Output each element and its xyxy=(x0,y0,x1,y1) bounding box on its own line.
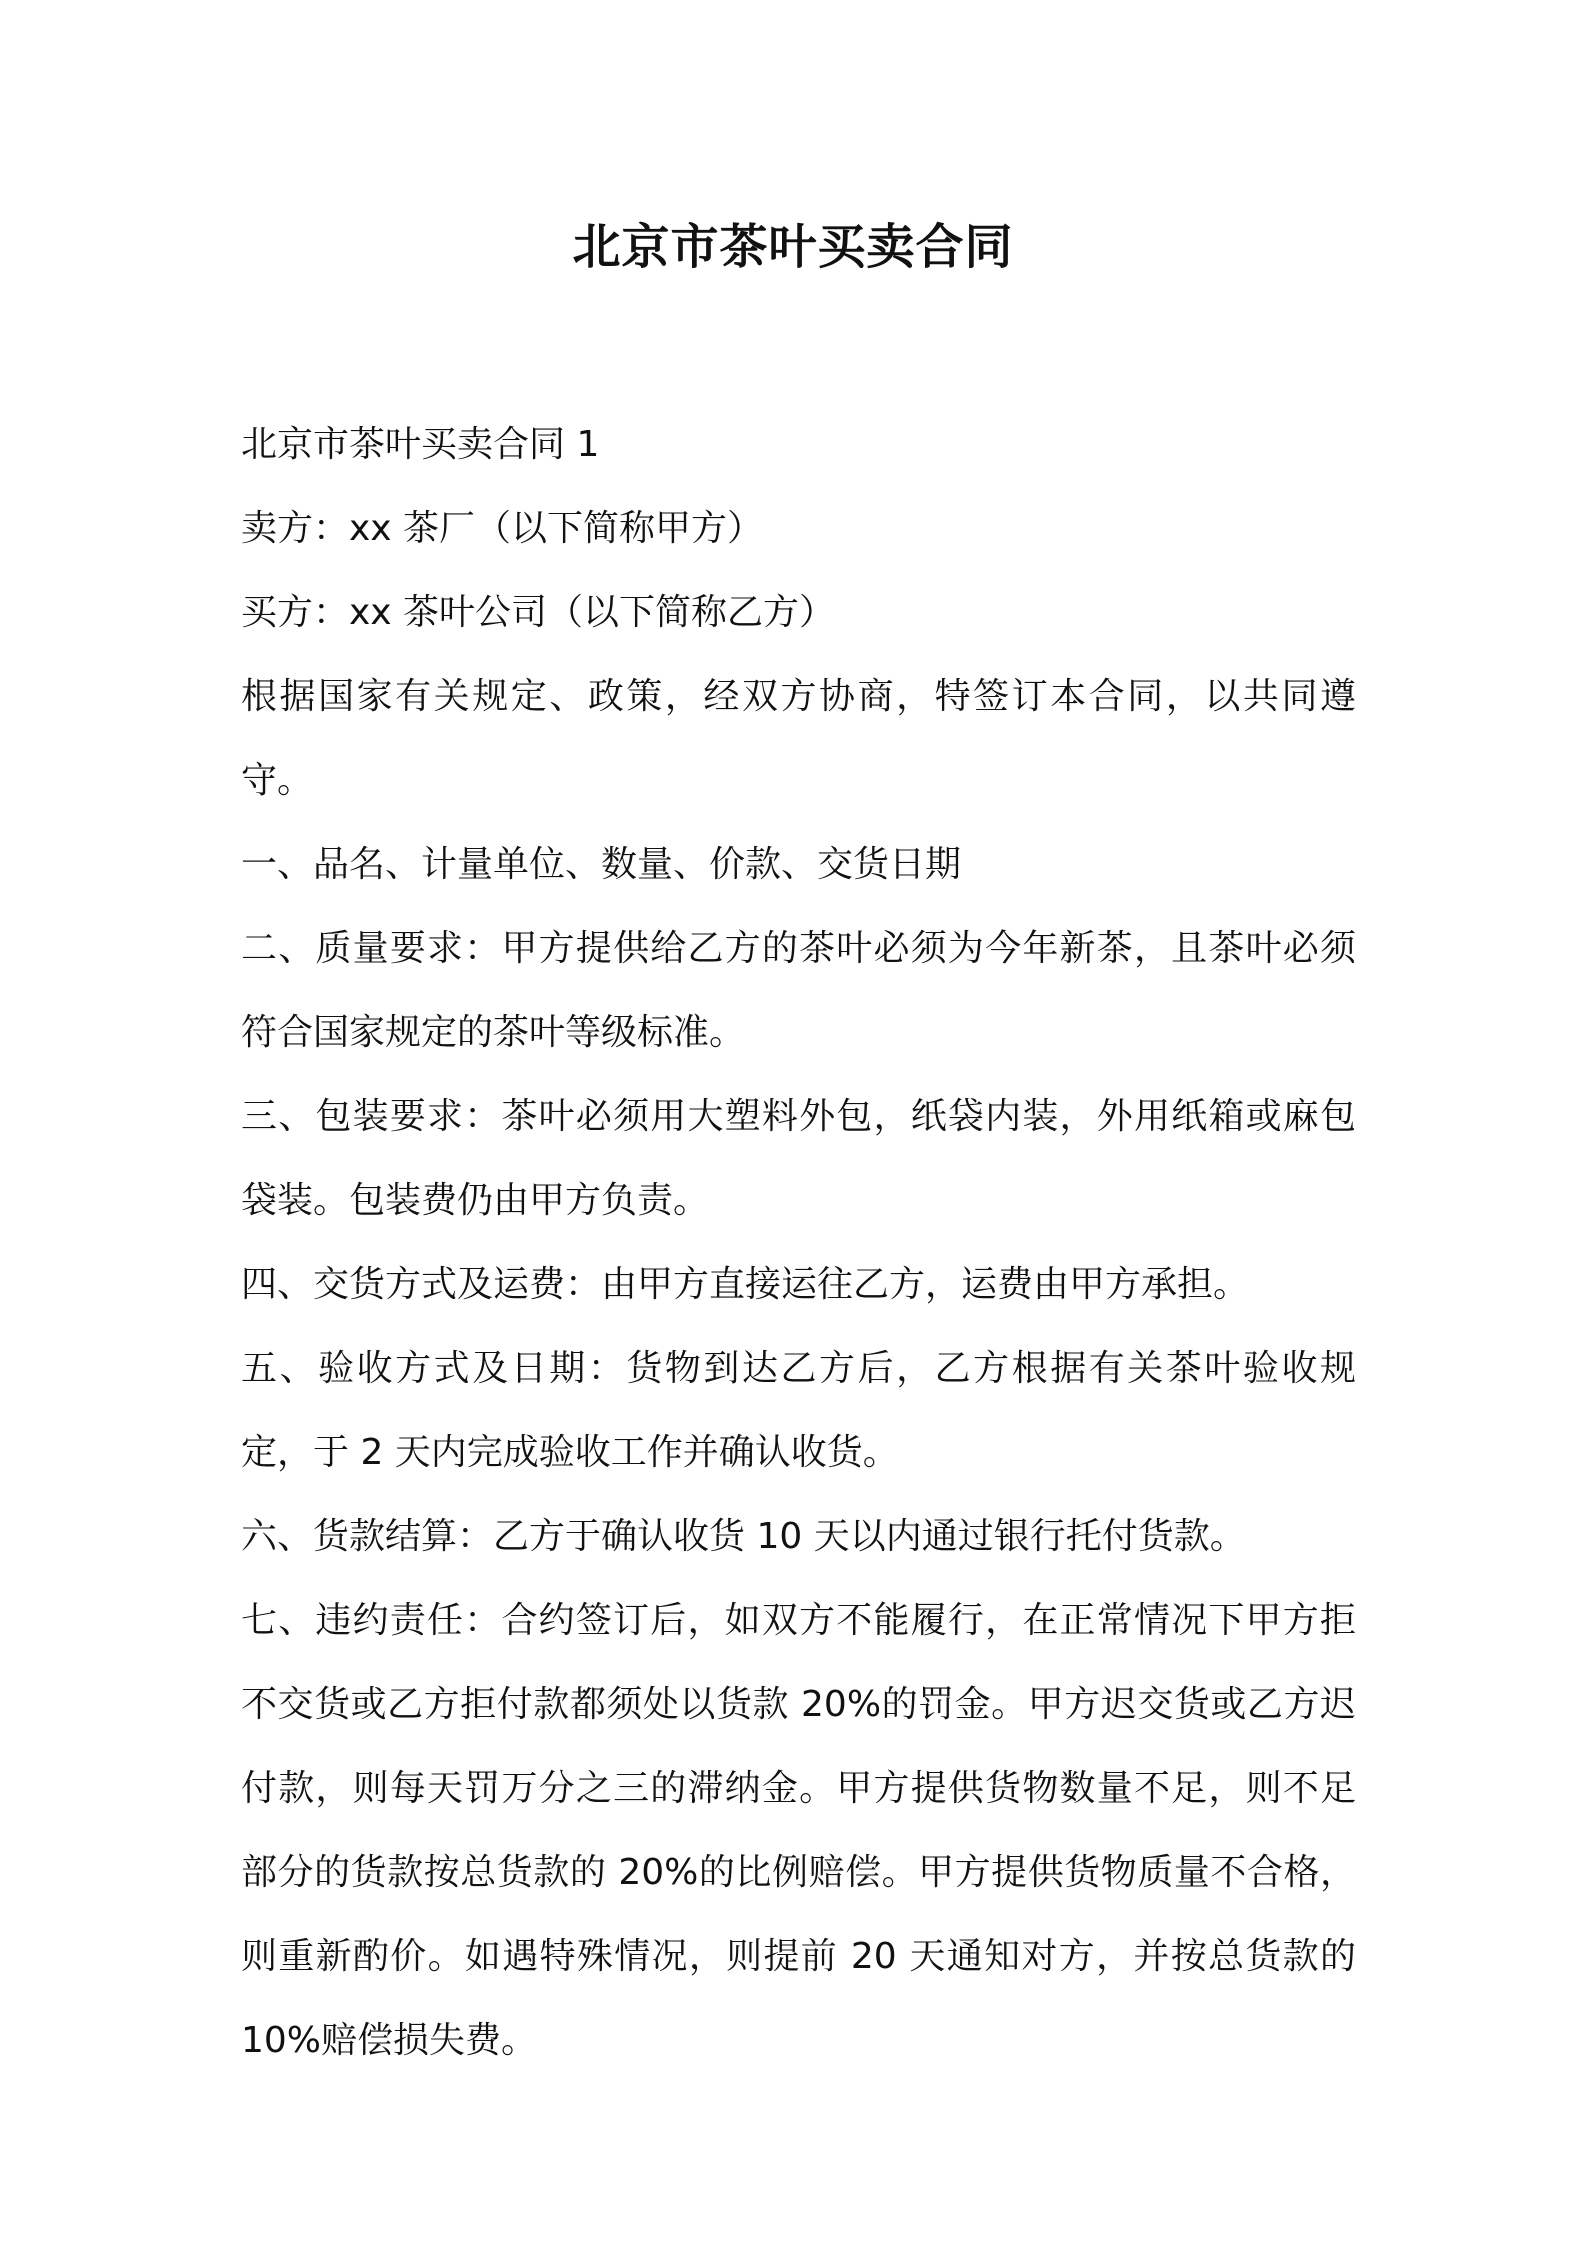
paragraph-clause-4: 四、交货方式及运费：由甲方直接运往乙方，运费由甲方承担。 xyxy=(241,1264,1250,1305)
paragraph-clause-2: 二、质量要求：甲方提供给乙方的茶叶必须为今年新茶，且茶叶必须符合国家规定的茶叶等级标准。 xyxy=(241,928,1356,1053)
paragraph-clause-1: 一、品名、计量单位、数量、价款、交货日期 xyxy=(241,844,962,885)
paragraph-buyer: 买方：xx 茶叶公司（以下简称乙方） xyxy=(241,592,836,633)
document-body xyxy=(241,403,1356,2083)
paragraph-clause-7: 七、违约责任：合约签订后，如双方不能履行，在正常情况下甲方拒不交货或乙方拒付款都须处以货款 20%的罚金。甲方迟交货或乙方迟付款，则每天罚万分之三的滞纳金。甲方提供货物数量不足，则不足部分的货款按总货款的 20%的比例赔偿。甲方提供货物质量不合格，则重新酌价。如遇特殊情况，则提前 20 天通知对方，并按总货款的 10%赔偿损失费。 xyxy=(241,1600,1356,2061)
paragraph-clause-3: 三、包装要求：茶叶必须用大塑料外包，纸袋内装，外用纸箱或麻包袋装。包装费仍由甲方负责。 xyxy=(241,1096,1356,1221)
paragraph-subtitle: 北京市茶叶买卖合同 1 xyxy=(241,424,600,465)
document-title: 北京市茶叶买卖合同 xyxy=(572,219,1014,275)
paragraph-preamble: 根据国家有关规定、政策，经双方协商，特签订本合同，以共同遵守。 xyxy=(241,676,1356,801)
paragraph-clause-5: 五、验收方式及日期：货物到达乙方后，乙方根据有关茶叶验收规定，于 2 天内完成验收工作并确认收货。 xyxy=(241,1348,1356,1473)
paragraph-clause-6: 六、货款结算：乙方于确认收货 10 天以内通过银行托付货款。 xyxy=(241,1516,1246,1557)
paragraph-seller: 卖方：xx 茶厂（以下简称甲方） xyxy=(241,508,764,549)
